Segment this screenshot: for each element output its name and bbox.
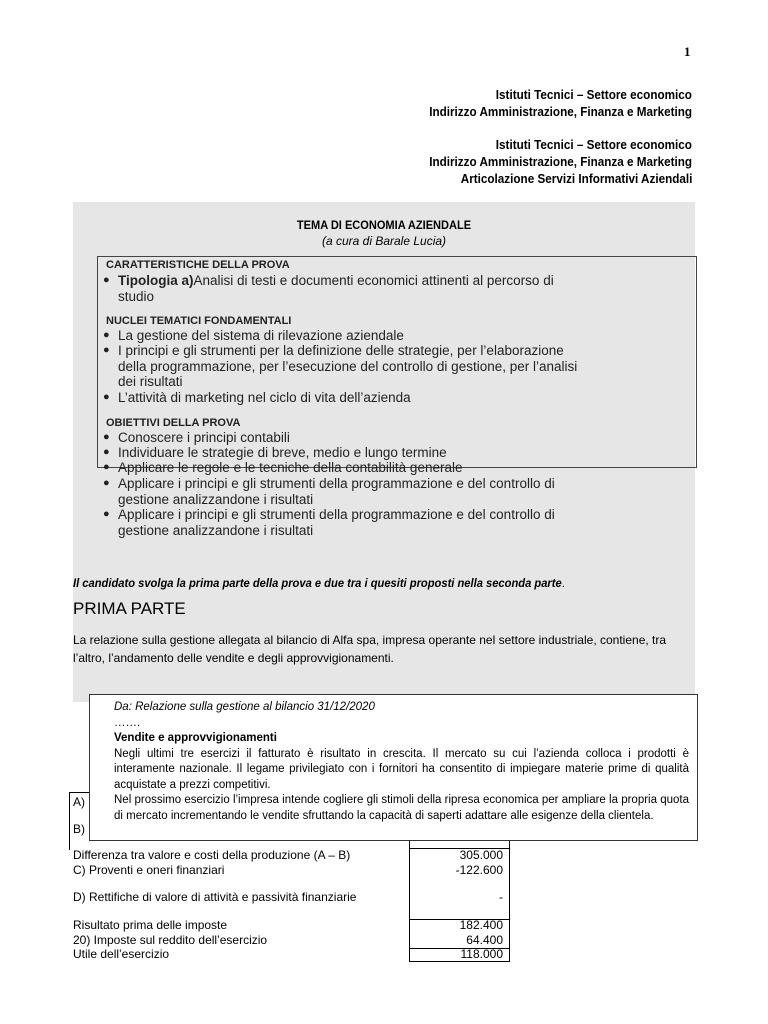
nuclei-item-2-line-3: dei risultati [118,374,183,389]
obiettivi-item-4-line-2: gestione analizzandone i risultati [118,491,314,507]
caratteristiche-heading: CARATTERISTICHE DELLA PROVA [106,259,290,271]
nuclei-item-1-text: La gestione del sistema di rilevazione aziendale [118,328,404,343]
instructions-note [73,576,565,590]
quote-ellipsis: ……. [114,716,141,729]
quote-source: Da: Relazione sulla gestione al bilancio 31/12/2020 [114,701,375,713]
statement-row-label: Utile dell’esercizio [73,947,170,961]
obiettivi-item-4 [103,476,555,507]
header-line-2: Indirizzo Amministrazione, Finanza e Marketing [429,104,692,119]
tipologia-label: Tipologia a) [118,273,194,288]
page-number: 1 [684,44,691,59]
nuclei-heading: NUCLEI TEMATICI FONDAMENTALI [106,315,292,327]
bullet-icon: ● [103,274,110,286]
instructions-text: Il candidato svolga la prima parte della prova e due tra i quesiti proposti nella seconda parte [73,576,562,590]
statement-row-label: 20) Imposte sul reddito dell’esercizio [73,933,268,947]
header-line-4: Indirizzo Amministrazione, Finanza e Marketing [429,154,692,169]
tema-subtitle: (a cura di Barale Lucia) [321,234,447,248]
statement-row-label: Risultato prima delle imposte [73,918,228,932]
prima-parte-heading: PRIMA PARTE [73,599,186,618]
quote-paragraph-1: Negli ultimi tre esercizi il fatturato è risultato in crescita. Il mercato su cui l’azienda colloca i prodotti è interamente nazionale. Il legame privilegiato con i fornitori ha consentito di impiegare materie prime di qualità acquistate a prezzi competitivi. [114,747,689,791]
statement-row-label: C) Proventi e oneri finanziari [73,863,225,877]
obiettivi-item-5-line-2: gestione analizzandone i risultati [118,522,314,538]
obiettivi-item-4-line-1: Applicare i principi e gli strumenti della programmazione e del controllo di [118,476,555,491]
instructions-period: . [561,576,565,590]
nuclei-item-2-line-2: della programmazione, per l’esecuzione del controllo di gestione, per l’analisi [118,358,578,374]
bullet-icon: ● [103,461,110,473]
obiettivi-item-1 [103,430,290,446]
statement-row-value: 64.400 [466,933,503,947]
nuclei-item-3-text: L’attività di marketing nel ciclo di vita dell’azienda [118,390,411,405]
values-col-bottom [409,961,510,962]
bullet-icon: ● [103,431,110,443]
tema-title: TEMA DI ECONOMIA AZIENDALE [296,218,472,232]
nuclei-item-2-line-1: I principi e gli strumenti per la definizione delle strategie, per l’elaborazione [118,343,564,358]
bullet-icon: ● [103,477,110,489]
obiettivi-item-1-text: Conoscere i principi contabili [118,430,290,445]
bullet-icon: ● [103,344,110,356]
header-line-1: Istituti Tecnici – Settore economico [495,87,692,102]
statement-row-value: - [499,890,503,904]
nuclei-item-3 [103,390,411,406]
statement-row-a: A) [73,795,85,809]
statement-left-border [69,792,70,850]
obiettivi-item-2 [103,445,447,461]
statement-row-label: D) Rettifiche di valore di attività e passività finanziarie [73,890,357,904]
nuclei-item-1 [103,328,404,344]
nuclei-item-2 [103,343,578,390]
obiettivi-heading: OBIETTIVI DELLA PROVA [106,417,241,429]
statement-row-value: 305.000 [459,848,503,862]
quote-heading: Vendite e approvvigionamenti [114,732,277,744]
statement-row-value: 118.000 [460,947,503,961]
obiettivi-item-3 [103,460,463,476]
tipologia-item [103,273,638,289]
obiettivi-item-2-text: Individuare le strategie di breve, medio e lungo termine [118,445,447,460]
statement-row-b: B) [73,822,85,836]
obiettivi-item-5 [103,507,555,538]
obiettivi-item-3-text: Applicare le regole e le tecniche della contabilità generale [118,460,463,475]
prima-parte-paragraph: La relazione sulla gestione allegata al bilancio di Alfa spa, impresa operante nel settore industriale, contiene, tra l’altro, l’andamento delle vendite e degli approvvigionamenti. [73,633,667,665]
obiettivi-item-5-line-1: Applicare i principi e gli strumenti della programmazione e del controllo di [118,507,555,522]
bullet-icon: ● [103,508,110,520]
statement-top-border [69,792,91,793]
tipologia-text: Analisi di testi e documenti economici attinenti al percorso di [193,273,554,288]
relazione-quote-box [89,694,698,841]
statement-row-label: Differenza tra valore e costi della produzione (A – B) [73,848,351,862]
bullet-icon: ● [103,446,110,458]
values-col-right-border [509,838,510,962]
bullet-icon: ● [103,391,110,403]
quote-paragraph-2: Nel prossimo esercizio l’impresa intende cogliere gli stimoli della ripresa economica per ampliare la propria quota di mercato incrementando le vendite sfruttando la capacità di saperti adattare alle esigenze della clientela. [114,794,689,822]
statement-row-value: -122.600 [455,863,503,877]
header-line-3: Istituti Tecnici – Settore economico [495,137,692,152]
header-line-5: Articolazione Servizi Informativi Aziendali [460,171,692,186]
tipologia-cont: studio [118,289,155,304]
bullet-icon: ● [103,329,110,341]
statement-row-value: 182.400 [459,918,503,932]
